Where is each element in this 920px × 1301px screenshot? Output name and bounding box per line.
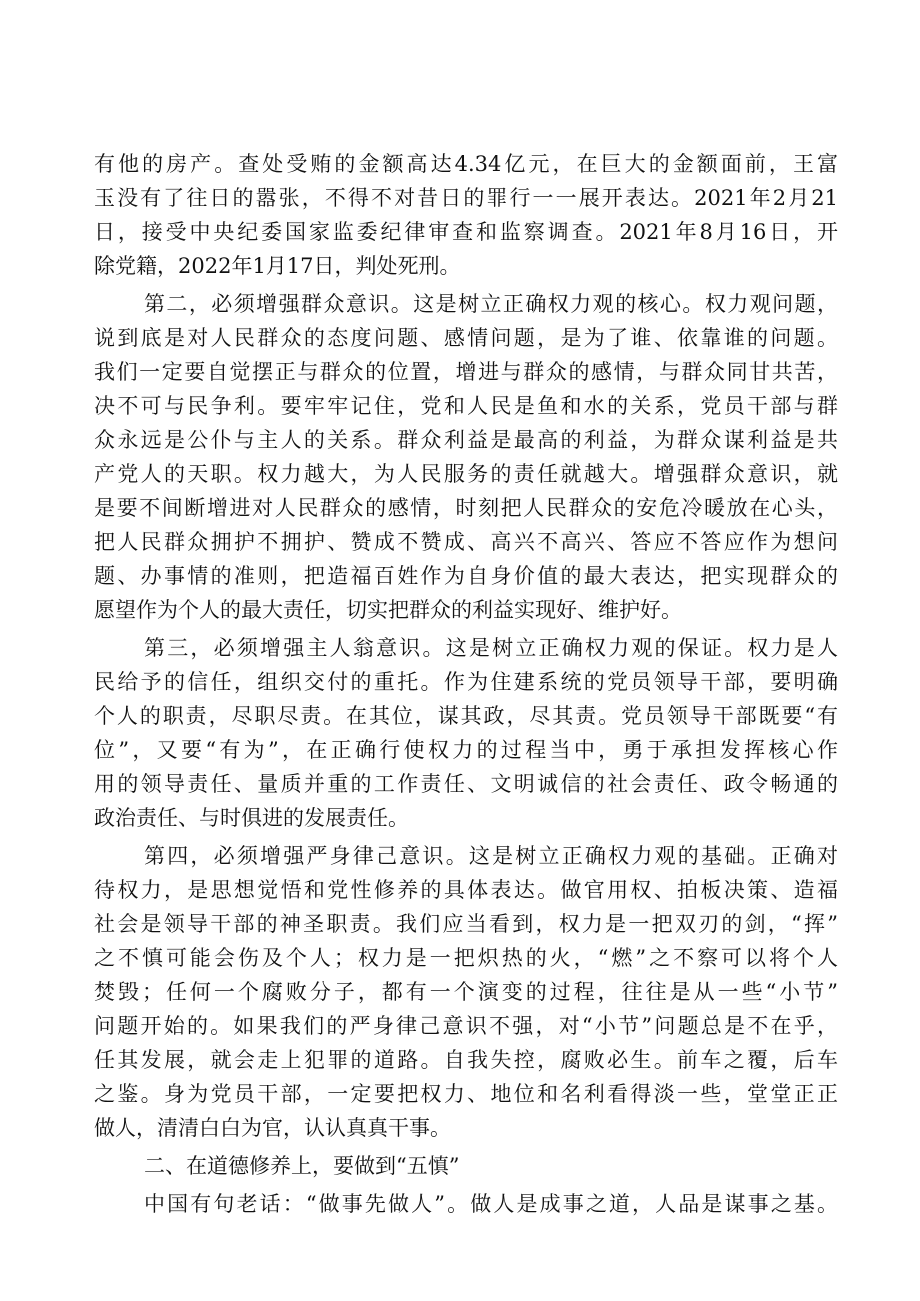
text-line: 除党籍，2022年1月17日，判处死刑。	[94, 254, 461, 278]
text-line: 第四，必须增强严身律己意识。这是树立正确权力观的基础。正确对	[144, 844, 838, 868]
text-line: 我们一定要自觉摆正与群众的位置，增进与群众的感情，与群众同甘共苦，	[94, 360, 838, 384]
text-line: 有他的房产。查处受贿的金额高达4.34亿元，在巨大的金额面前，王富	[94, 152, 838, 176]
text-line: 第二，必须增强群众意识。这是树立正确权力观的核心。权力观问题，	[144, 292, 838, 316]
text-line: 民给予的信任，组织交付的重托。作为住建系统的党员领导干部，要明确	[94, 670, 838, 694]
text-line: 任其发展，就会走上犯罪的道路。自我失控，腐败必生。前车之覆，后车	[94, 1048, 838, 1072]
text-line: 做人，清清白白为官，认认真真干事。	[94, 1116, 451, 1140]
text-line: 题、办事情的准则，把造福百姓作为自身价值的最大表达，把实现群众的	[94, 564, 838, 588]
text-line: 愿望作为个人的最大责任，切实把群众的利益实现好、维护好。	[94, 598, 682, 622]
text-line: 第三，必须增强主人翁意识。这是树立正确权力观的保证。权力是人	[144, 636, 838, 660]
document-body	[94, 147, 838, 1221]
text-line: 二、在道德修养上，要做到“五慎”	[144, 1154, 460, 1178]
text-line: 问题开始的。如果我们的严身律己意识不强，对“小节”问题总是不在乎，	[94, 1014, 838, 1038]
text-line: 个人的职责，尽职尽责。在其位，谋其政，尽其责。党员领导干部既要“有	[94, 704, 838, 728]
text-line: 说到底是对人民群众的态度问题、感情问题，是为了谁、依靠谁的问题。	[94, 326, 838, 350]
text-line: 决不可与民争利。要牢牢记住，党和人民是鱼和水的关系，党员干部与群	[94, 394, 838, 418]
text-line: 把人民群众拥护不拥护、赞成不赞成、高兴不高兴、答应不答应作为想问	[94, 530, 838, 554]
text-line: 之鉴。身为党员干部，一定要把权力、地位和名利看得淡一些，堂堂正正	[94, 1082, 838, 1106]
text-line: 产党人的天职。权力越大，为人民服务的责任就越大。增强群众意识，就	[94, 462, 838, 486]
text-line: 之不慎可能会伤及个人；权力是一把炽热的火，“燃”之不察可以将个人	[94, 946, 838, 970]
text-line: 玉没有了往日的嚣张，不得不对昔日的罪行一一展开表达。2021年2月21	[94, 186, 838, 210]
text-line: 待权力，是思想觉悟和党性修养的具体表达。做官用权、拍板决策、造福	[94, 878, 838, 902]
text-line: 焚毁；任何一个腐败分子，都有一个演变的过程，往往是从一些“小节”	[94, 980, 838, 1004]
text-line: 中国有句老话：“做事先做人”。做人是成事之道，人品是谋事之基。	[144, 1192, 838, 1216]
text-line: 社会是领导干部的神圣职责。我们应当看到，权力是一把双刃的剑，“挥”	[94, 912, 838, 936]
text-line: 政治责任、与时俱进的发展责任。	[94, 806, 409, 830]
text-line: 用的领导责任、量质并重的工作责任、文明诚信的社会责任、政令畅通的	[94, 772, 838, 796]
text-line: 众永远是公仆与主人的关系。群众利益是最高的利益，为群众谋利益是共	[94, 428, 838, 452]
text-line: 位”，又要“有为”，在正确行使权力的过程当中，勇于承担发挥核心作	[94, 738, 838, 762]
text-line: 是要不间断增进对人民群众的感情，时刻把人民群众的安危冷暖放在心头，	[94, 496, 838, 520]
text-line: 日，接受中央纪委国家监委纪律审查和监察调查。2021年8月16日，开	[94, 220, 838, 244]
